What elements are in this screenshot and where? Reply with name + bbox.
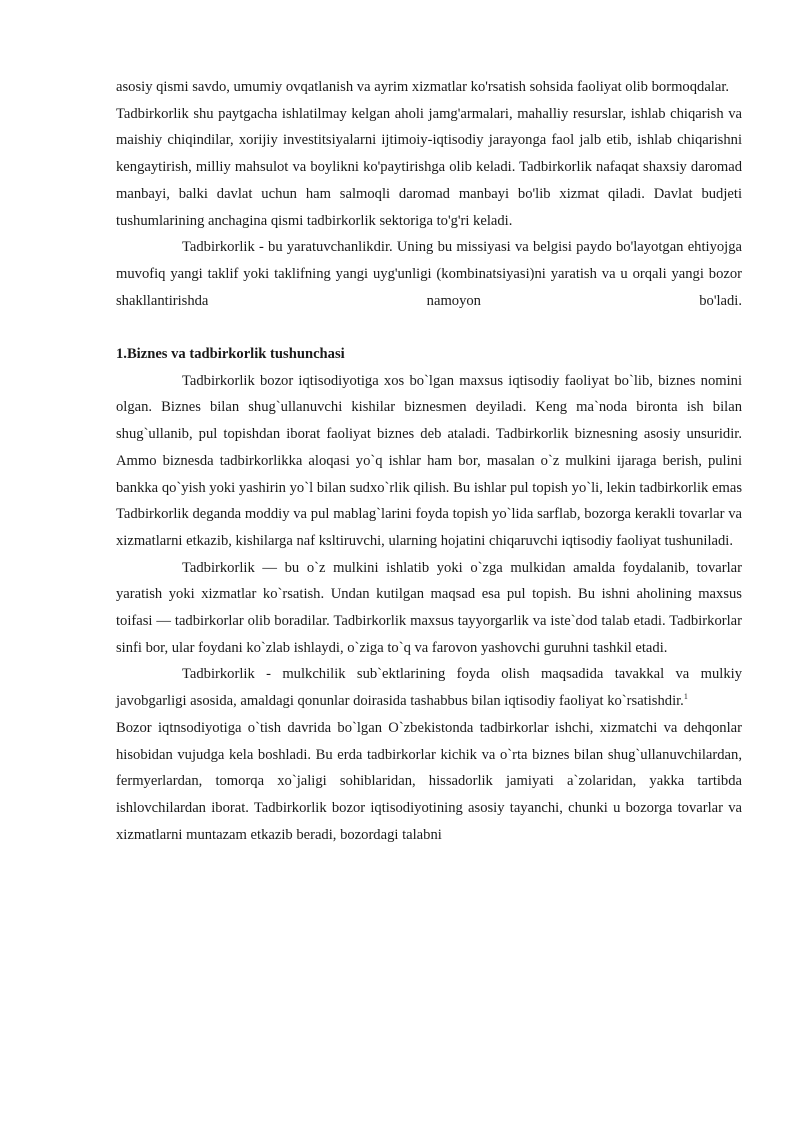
section-heading: 1.Biznes va tadbirkorlik tushunchasi (116, 346, 345, 363)
paragraph-tadbirkorlik-meaning: Tadbirkorlik deganda moddiy va pul mablag`larini foyda topish yo`lida sarflab, bozorga kerakli tovarlar va xizmatlarni etkazib, kishilarga naf ksltiruvchi, ularning hojatini chiqaruvchi iqtisodiy faoliyat tushuniladi. (116, 506, 742, 549)
paragraph-subjects-text: Tadbirkorlik - mulkchilik sub`ektlarining foyda olish maqsadida tavakkal va mulkiy javobgarligi asosida, amaldagi qonunlar doirasida tashabbus bilan iqtisodiy faoliyat ko`rsatishdir. (116, 666, 742, 710)
paragraph-uzbekistan: Bozor iqtnsodiyotiga o`tish davrida bo`lgan O`zbekistonda tadbirkorlar ishchi, xizmatchi va dehqonlar hisobidan vujudga kela boshladi. Bu erda tadbirkorlar kichik va o`rta biznes bilan shug`ullanuvchilardan, fermyerlardan, tomorqa xo`jaligi sohiblaridan, hissadorlik jamiyati a`zolaridan, yakka tartibda ishlovchilardan iborat. Tadbirkorlik bozor iqtisodiyotining asosiy tayanchi, chunki u bozorga tovarlar va xizmatlarni muntazam etkazib beradi, bozordagi talabni (116, 719, 742, 843)
document-page (116, 74, 742, 848)
paragraph-creativity: Tadbirkorlik - bu yaratuvchanlikdir. Uning bu missiyasi va belgisi paydo bo'layotgan ehtiyojga muvofiq yangi taklif yoki taklifning yangi uyg'unligi (kombinatsiyasi)ni yaratish va u orqali yangi bozor shakllantirishda namoyon bo'ladi. (116, 239, 742, 309)
footnote-marker: 1 (683, 692, 688, 702)
paragraph-tadbirkorlik-resources: Tadbirkorlik shu paytgacha ishlatilmay kelgan aholi jamg'armalari, mahalliy resurslar, ishlab chiqarish va maishiy chiqindilar, xorijiy investitsiyalarni ijtimoiy-iqtisodiy jarayonga faol jalb etib, ishlab chiqarishni kengaytirish, milliy mahsulot va boylikni ko'paytirishga olib keladi. Tadbirkorlik nafaqat shaxsiy daromad manbayi, balki davlat uchun ham salmoqli daromad manbayi bo'lib xizmat qiladi. Davlat budjeti tushumlarining anchagina qismi tadbirkorlik sektoriga to'g'ri keladi. (116, 105, 742, 229)
blank-line (116, 314, 742, 341)
paragraph-subjects (116, 661, 742, 714)
paragraph-continuation: asosiy qismi savdo, umumiy ovqatlanish va ayrim xizmatlar ko'rsatish sohsida faoliyat olib bormoqdalar. (116, 79, 730, 95)
paragraph-business-definition: Tadbirkorlik bozor iqtisodiyotiga xos bo`lgan maxsus iqtisodiy faoliyat bo`lib, biznes nomini olgan. Biznes bilan shug`ullanuvchi kishilar biznesmen deyiladi. Keng ma`noda bironta ish bilan shug`ullanib, pul topishdan iborat faoliyat biznes deb ataladi. Tadbirkorlik biznesning asosiy unsuridir. Ammo biznesda tadbirkorlikka aloqasi yo`q ishlar ham bor, masalan o`z mulkini ijaraga berish, pulini bankka qo`yish yoki yashirin yo`l bilan sudxo`rlik qilish. Bu ishlar pul topish yo`li, lekin tadbirkorlik emas (116, 372, 742, 496)
paragraph-own-property: Tadbirkorlik — bu o`z mulkini ishlatib yoki o`zga mulkidan amalda foydalanib, tovarlar yaratish yoki xizmatlar ko`rsatish. Undan kutilgan maqsad esa pul topish. Bu ishni aholining maxsus toifasi — tadbirkorlar olib boradilar. Tadbirkorlik maxsus tayyorgarlik va iste`dod talab etadi. Tadbirkorlar sinfi bor, ular foydani ko`zlab ishlaydi, o`ziga to`q va farovon yashovchi guruhni tashkil etadi. (116, 559, 742, 656)
